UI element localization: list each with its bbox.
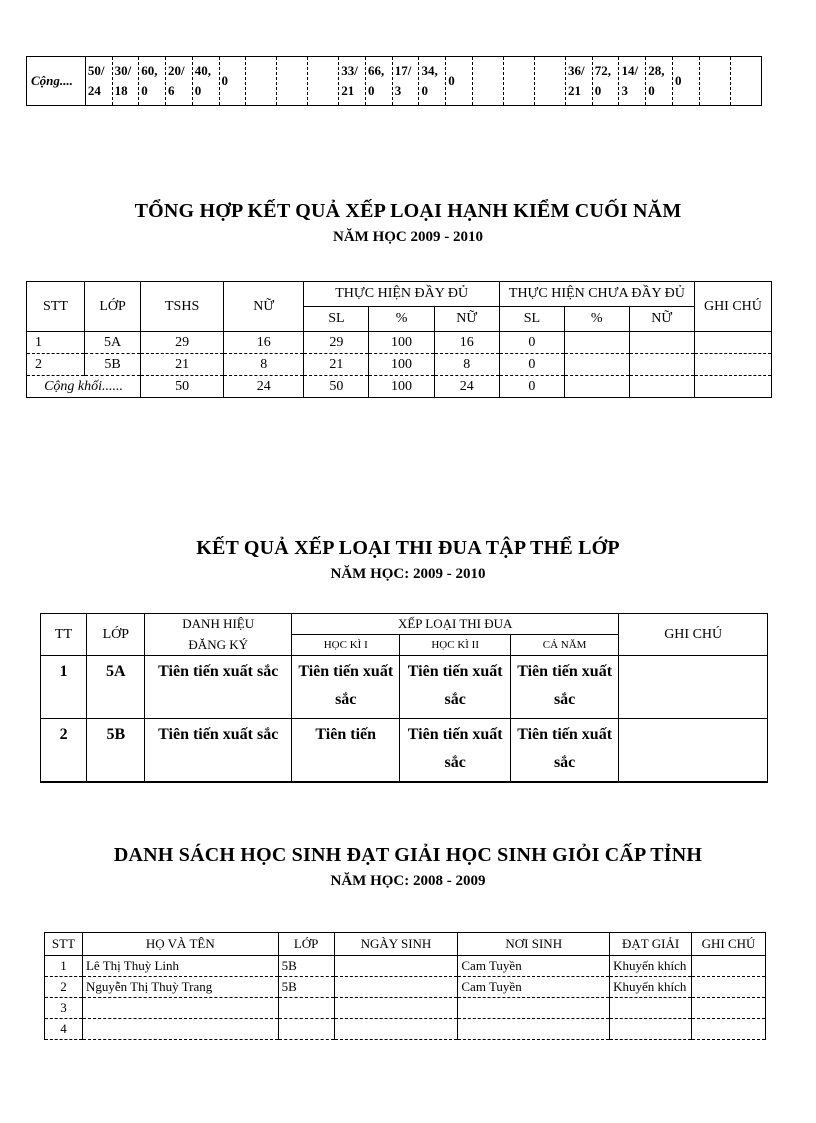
section3-subtitle: NĂM HỌC: 2008 - 2009 (330, 873, 486, 889)
column-header: NGÀY SINH (334, 933, 458, 956)
summary-label: Cộng.... (27, 57, 86, 106)
emulation-table (40, 613, 768, 783)
column-header: NƠI SINH (458, 933, 610, 956)
table-cell: 8 (224, 354, 304, 376)
table-cell: 21 (141, 354, 224, 376)
table-cell: 3 (45, 998, 83, 1019)
table-cell: 29 (304, 332, 369, 354)
summary-cell-top: 28, (648, 63, 665, 78)
table-cell: Tiên tiến xuất sắc (145, 719, 292, 783)
total-cell (629, 376, 694, 398)
header-sl: SL (304, 307, 369, 332)
table-row (45, 998, 766, 1019)
header-lop: LỚP (87, 614, 145, 656)
table-cell: Khuyến khích (610, 956, 692, 977)
summary-cell (699, 57, 730, 106)
summary-cell-top: 30/ (114, 63, 132, 78)
table-cell (278, 998, 334, 1019)
column-header: HỌ VÀ TÊN (82, 933, 278, 956)
table-cell: 2 (41, 719, 87, 783)
table-cell (458, 1019, 610, 1040)
table-cell (82, 1019, 278, 1040)
header-sl: SL (499, 307, 564, 332)
header-tt: TT (41, 614, 87, 656)
table-cell: Khuyến khích (610, 977, 692, 998)
header-pct: % (369, 307, 434, 332)
table-cell: 0 (499, 354, 564, 376)
summary-cell (566, 57, 593, 106)
summary-cell (85, 57, 112, 106)
table-cell (334, 977, 458, 998)
section2-title: KẾT QUẢ XẾP LOẠI THI ĐUA TẬP THỂ LỚP (196, 537, 620, 559)
table-cell: 2 (45, 977, 83, 998)
summary-cell (308, 57, 339, 106)
summary-cell-bottom: 21 (568, 83, 581, 98)
table-cell: 1 (27, 332, 85, 354)
column-header: LỚP (278, 933, 334, 956)
total-cell (694, 376, 771, 398)
table-cell: 16 (434, 332, 499, 354)
table-cell: Cam Tuyền (458, 956, 610, 977)
table-cell: Tiên tiến (292, 719, 400, 783)
summary-cell-top: 17/ (394, 63, 412, 78)
summary-cell-bottom: 0 (594, 83, 602, 98)
table-cell (82, 998, 278, 1019)
table-cell: 21 (304, 354, 369, 376)
summary-cell (339, 57, 366, 106)
header-group-full: THỰC HIỆN ĐẦY ĐỦ (304, 282, 500, 307)
summary-cell (246, 57, 277, 106)
summary-cell-bottom: 18 (114, 83, 128, 98)
table-cell: Tiên tiến xuất sắc (510, 719, 618, 783)
table-cell (334, 1019, 458, 1040)
table-cell: Cam Tuyền (458, 977, 610, 998)
summary-cell (219, 57, 246, 106)
summary-cell-top: 0 (448, 73, 455, 88)
total-cell: 50 (304, 376, 369, 398)
summary-cell (503, 57, 534, 106)
table-cell: Tiên tiến xuất sắc (292, 656, 400, 719)
header-dang-ky: ĐĂNG KÝ (145, 635, 292, 656)
table-cell (694, 354, 771, 376)
section1-subtitle: NĂM HỌC 2009 - 2010 (333, 229, 483, 245)
summary-cell-bottom: 0 (368, 83, 375, 98)
summary-cell-bottom: 24 (87, 83, 101, 98)
summary-cell-top: 40, (194, 63, 212, 78)
conduct-table (26, 281, 772, 398)
table-cell (610, 1019, 692, 1040)
header-stt: STT (27, 282, 85, 332)
summary-cell-top: 0 (221, 73, 228, 88)
summary-cell (534, 57, 565, 106)
header-hk2: HỌC KÌ II (400, 635, 510, 656)
table-cell: 29 (141, 332, 224, 354)
header-danh-hieu: DANH HIỆU (145, 614, 292, 635)
summary-cell-bottom: 0 (421, 83, 428, 98)
summary-cell (472, 57, 503, 106)
total-cell: 100 (369, 376, 434, 398)
table-cell: 1 (41, 656, 87, 719)
total-cell (564, 376, 629, 398)
summary-cell-top: 34, (421, 63, 438, 78)
total-cell: 0 (499, 376, 564, 398)
summary-cell (419, 57, 446, 106)
header-pct: % (564, 307, 629, 332)
summary-cell (166, 57, 193, 106)
header-lop: LỚP (84, 282, 140, 332)
summary-cell-top: 20/ (168, 63, 185, 78)
table-cell (692, 977, 766, 998)
summary-cell-bottom: 0 (194, 83, 202, 98)
summary-cell-top: 33/ (341, 63, 358, 78)
section2-subtitle: NĂM HỌC: 2009 - 2010 (330, 566, 486, 582)
summary-cell-bottom: 3 (621, 83, 628, 98)
summary-cell-top: 36/ (568, 63, 585, 78)
table-cell: Lê Thị Thuỳ Linh (82, 956, 278, 977)
header-nu-sub: NỮ (629, 307, 694, 332)
table-cell: 5B (278, 977, 334, 998)
table-cell: Tiên tiến xuất sắc (400, 656, 510, 719)
summary-cell-top: 14/ (621, 63, 639, 78)
summary-cell (139, 57, 166, 106)
summary-cell-bottom: 21 (341, 83, 355, 98)
table-cell (692, 1019, 766, 1040)
table-cell (629, 354, 694, 376)
table-cell (564, 332, 629, 354)
table-cell: Tiên tiến xuất sắc (400, 719, 510, 783)
table-cell: 0 (499, 332, 564, 354)
table-cell: 100 (369, 332, 434, 354)
table-cell (610, 998, 692, 1019)
header-note: GHI CHÚ (694, 282, 771, 332)
total-cell: 24 (434, 376, 499, 398)
summary-cell-top: 66, (368, 63, 385, 78)
header-note: GHI CHÚ (619, 614, 768, 656)
header-nu-sub: NỮ (434, 307, 499, 332)
table-cell: 8 (434, 354, 499, 376)
table-cell (334, 956, 458, 977)
students-table (44, 932, 766, 1040)
table-cell: 5A (84, 332, 140, 354)
summary-cell (672, 57, 699, 106)
summary-cell-top: 60, (141, 63, 158, 78)
table-cell: 4 (45, 1019, 83, 1040)
summary-cell-bottom: 0 (648, 83, 655, 98)
table-row (27, 354, 772, 376)
table-cell (692, 956, 766, 977)
total-cell: Cộng khối...... (27, 376, 141, 398)
table-row (45, 977, 766, 998)
table-row (45, 1019, 766, 1040)
table-cell: 1 (45, 956, 83, 977)
summary-cell (392, 57, 419, 106)
table-cell: 100 (369, 354, 434, 376)
total-cell: 50 (141, 376, 224, 398)
column-header: STT (45, 933, 83, 956)
summary-cell-top: 72, (594, 63, 611, 78)
header-tshs: TSHS (141, 282, 224, 332)
summary-cell (730, 57, 761, 106)
table-cell (619, 719, 768, 783)
table-cell: 2 (27, 354, 85, 376)
summary-cell (646, 57, 673, 106)
section3-title: DANH SÁCH HỌC SINH ĐẠT GIẢI HỌC SINH GIỎI CẤP TỈNH (113, 844, 703, 866)
table-cell (619, 656, 768, 719)
table-cell (458, 998, 610, 1019)
summary-cell (619, 57, 646, 106)
table-cell (278, 1019, 334, 1040)
table-cell (629, 332, 694, 354)
summary-cell (112, 57, 139, 106)
table-cell (692, 998, 766, 1019)
table-row (41, 656, 768, 719)
summary-cell (366, 57, 393, 106)
table-row (27, 332, 772, 354)
section1-title: TỔNG HỢP KẾT QUẢ XẾP LOẠI HẠNH KIỂM CUỐI NĂM (134, 200, 682, 222)
table-row (41, 719, 768, 783)
table-cell: Tiên tiến xuất sắc (510, 656, 618, 719)
summary-cell-bottom: 3 (394, 83, 402, 98)
summary-cell-top: 50/ (87, 63, 105, 78)
column-header: ĐẠT GIẢI (610, 933, 692, 956)
summary-cell (446, 57, 473, 106)
summary-cell (592, 57, 619, 106)
summary-cell (192, 57, 219, 106)
header-hk1: HỌC KÌ I (292, 635, 400, 656)
summary-cell (277, 57, 308, 106)
summary-cell-bottom: 0 (141, 83, 148, 98)
total-cell: 24 (224, 376, 304, 398)
header-nu: NỮ (224, 282, 304, 332)
total-row (27, 376, 772, 398)
table-cell: Nguyễn Thị Thuỳ Trang (82, 977, 278, 998)
table-cell: Tiên tiến xuất sắc (145, 656, 292, 719)
table-cell (334, 998, 458, 1019)
header-ca-nam: CẢ NĂM (510, 635, 618, 656)
table-cell: 5A (87, 656, 145, 719)
summary-cell-bottom: 6 (168, 83, 175, 98)
table-cell (564, 354, 629, 376)
table-cell: 16 (224, 332, 304, 354)
column-header: GHI CHÚ (692, 933, 766, 956)
table-row (45, 956, 766, 977)
table-cell: 5B (87, 719, 145, 783)
summary-row (27, 57, 762, 106)
table-cell: 5B (278, 956, 334, 977)
summary-cell-top: 0 (674, 73, 682, 88)
header-group-partial: THỰC HIỆN CHƯA ĐẦY ĐỦ (499, 282, 694, 307)
summary-table (26, 56, 762, 106)
header-group: XẾP LOẠI THI ĐUA (292, 614, 619, 635)
table-cell (694, 332, 771, 354)
table-cell: 5B (84, 354, 140, 376)
